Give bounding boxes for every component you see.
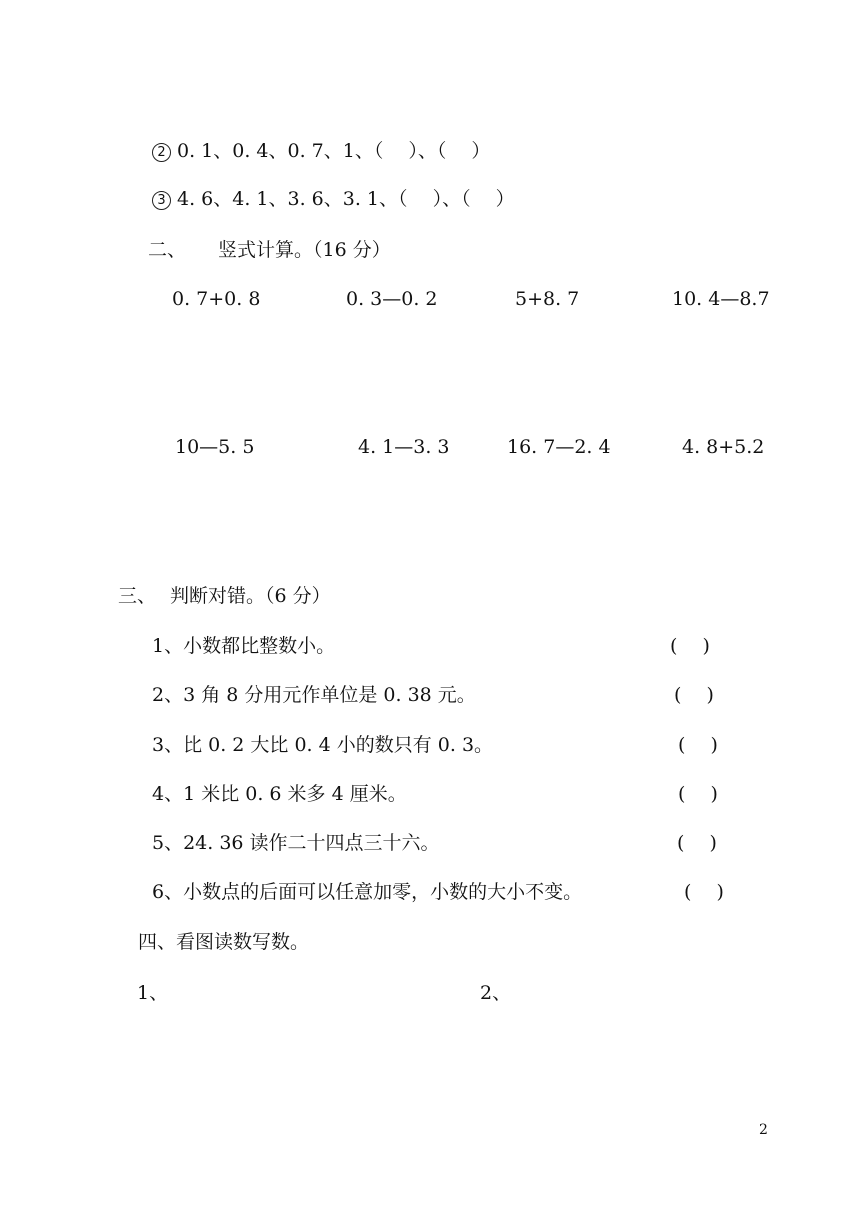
calc-problem: 4. 1—3. 3 [358,436,450,458]
calc-problem: 10. 4—8.7 [672,288,770,310]
judge-statement: 4、1 米比 0. 6 米多 4 厘米。 [152,783,407,805]
section-heading-calc [148,238,391,262]
sequence-text: 4. 6、4. 1、3. 6、3. 1、（ ）、（ ） [177,188,515,210]
section-heading-read-write: 四、看图读数写数。 [138,931,310,953]
answer-parentheses[interactable]: ( ) [678,734,718,756]
answer-parentheses[interactable]: ( ) [678,783,718,805]
figure-label-1: 1、 [137,982,169,1004]
judge-statement: 5、24. 36 读作二十四点三十六。 [152,832,440,854]
calc-problem: 0. 7+0. 8 [172,288,261,310]
page-number: 2 [759,1122,768,1138]
answer-parentheses[interactable]: ( ) [677,832,717,854]
calc-problem: 4. 8+5.2 [682,436,765,458]
calc-problem: 5+8. 7 [515,288,580,310]
section-number: 三、 [118,585,157,607]
sequence-item-3 [152,187,515,211]
judge-statement: 1、小数都比整数小。 [152,635,336,657]
answer-parentheses[interactable]: ( ) [684,881,724,903]
circled-number: 2 [152,143,171,162]
sequence-text: 0. 1、0. 4、0. 7、1、（ ）、（ ） [177,140,491,162]
section-title: 判断对错。（6 分） [170,585,331,607]
section-title: 竖式计算。（16 分） [218,239,391,261]
judge-statement: 3、比 0. 2 大比 0. 4 小的数只有 0. 3。 [152,734,494,756]
calc-problem: 0. 3—0. 2 [346,288,438,310]
sequence-item-2 [152,139,490,163]
judge-statement: 2、3 角 8 分用元作单位是 0. 38 元。 [152,684,476,706]
answer-parentheses[interactable]: ( ) [674,684,714,706]
section-number: 二、 [148,239,187,261]
answer-parentheses[interactable]: ( ) [670,635,710,657]
figure-label-2: 2、 [480,982,512,1004]
judge-statement: 6、小数点的后面可以任意加零，小数的大小不变。 [152,881,583,903]
calc-problem: 10—5. 5 [175,436,255,458]
section-heading-judge [118,584,331,608]
circled-number: 3 [152,191,171,210]
calc-problem: 16. 7—2. 4 [507,436,611,458]
